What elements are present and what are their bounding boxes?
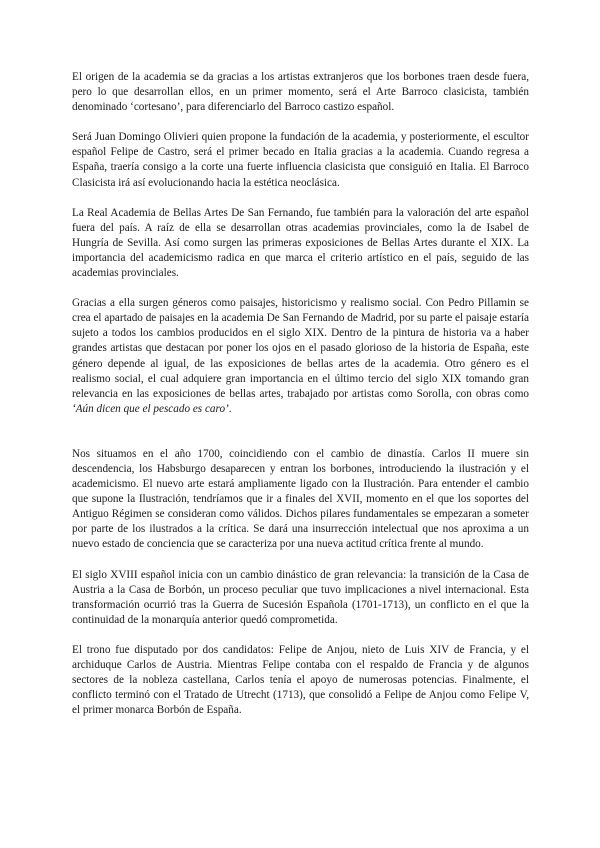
paragraph-ano-1700: Nos situamos en el año 1700, coincidiendo con el cambio de dinastía. Carlos II muere sin descendencia, los Habsburgo desaparecen y entran los borbones, introduciendo la ilustración y el academicismo. El nuevo arte estará ampliamente ligado con la Ilustración. Para entender el cambio que supone la Ilustración, tendríamos que ir a finales del XVII, momento en el que los soportes del Antiguo Régimen se consideran como válidos. Dichos pilares fundamentales se empezaran a someter por parte de los ilustrados a la crítica. Se dará una insurrección intelectual que nos aproxima a un nuevo estado de conciencia que se caracteriza por una nueva actitud crítica frente al mundo.	[72, 447, 529, 551]
paragraph-academia-origen: El origen de la academia se da gracias a los artistas extranjeros que los borbones traen desde fuera, pero lo que desarrollan ellos, en un primer momento, será el Arte Barroco clasicista, también denominado ‘cortesano’, para diferenciarlo del Barroco castizo español.	[72, 71, 529, 114]
paragraph-generos	[72, 296, 529, 417]
paragraph-trono: El trono fue disputado por dos candidatos: Felipe de Anjou, nieto de Luis XIV de Francia, y el archiduque Carlos de Austria. Mientras Felipe contaba con el respaldo de Francia y de algunos sectores de la nobleza castellana, Carlos tenía el apoyo de numerosas potencias. Finalmente, el conflicto terminó con el Tratado de Utrecht (1713), que consolidó a Felipe de Anjou como Felipe V, el primer monarca Borbón de España.	[72, 643, 529, 717]
document-page	[72, 70, 529, 733]
paragraph-generos-text: Gracias a ella surgen géneros como paisajes, historicismo y realismo social. Con Pedro Pillamin se crea el apartado de paisajes en la academia De San Fernando de Madrid, por su parte el paisaje estaría sujeto a todos los cambios producidos en el siglo XIX. Dentro de la pintura de historia va a haber grandes artistas que destacan por poner los ojos en el pasado glorioso de la historia de España, este género depende al igual, de las exposiciones de bellas artes de la academia. Otro género es el realismo social, el cual adquiere gran importancia en el último tercio del siglo XIX tomando gran relevancia en las exposiciones de bellas artes, trabajado por artistas como Sorolla, con obras como	[72, 297, 529, 400]
paragraph-real-academia: La Real Academia de Bellas Artes De San Fernando, fue también para la valoración del arte español fuera del país. A raíz de ella se desarrollan otras academias provinciales, como la de Isabel de Hungría de Sevilla. Así como surgen las primeras exposiciones de Bellas Artes durante el XIX. La importancia del academicismo radica en que marca el criterio artístico en el país, seguido de las academias provinciales.	[72, 206, 529, 280]
paragraph-olivieri: Será Juan Domingo Olivieri quien propone la fundación de la academia, y posteriormente, el escultor español Felipe de Castro, será el primer becado en Italia gracias a la academia. Cuando regresa a España, traería consigo a la corte una fuerte influencia clasicista que consiguió en Italia. El Barroco Clasicista irá así evolucionando hacia la estética neoclásica.	[72, 131, 529, 189]
artwork-title: ‘Aún dicen que el pescado es caro’	[72, 402, 229, 415]
paragraph-siglo-xviii: El siglo XVIII español inicia con un cambio dinástico de gran relevancia: la transición de la Casa de Austria a la Casa de Borbón, un proceso peculiar que tuvo implicaciones a nivel internacional. Esta transformación ocurrió tras la Guerra de Sucesión Española (1701-1713), un conflicto en el que la continuidad de la monarquía anterior quedó comprometida.	[72, 568, 529, 626]
paragraph-generos-end: .	[228, 402, 232, 415]
